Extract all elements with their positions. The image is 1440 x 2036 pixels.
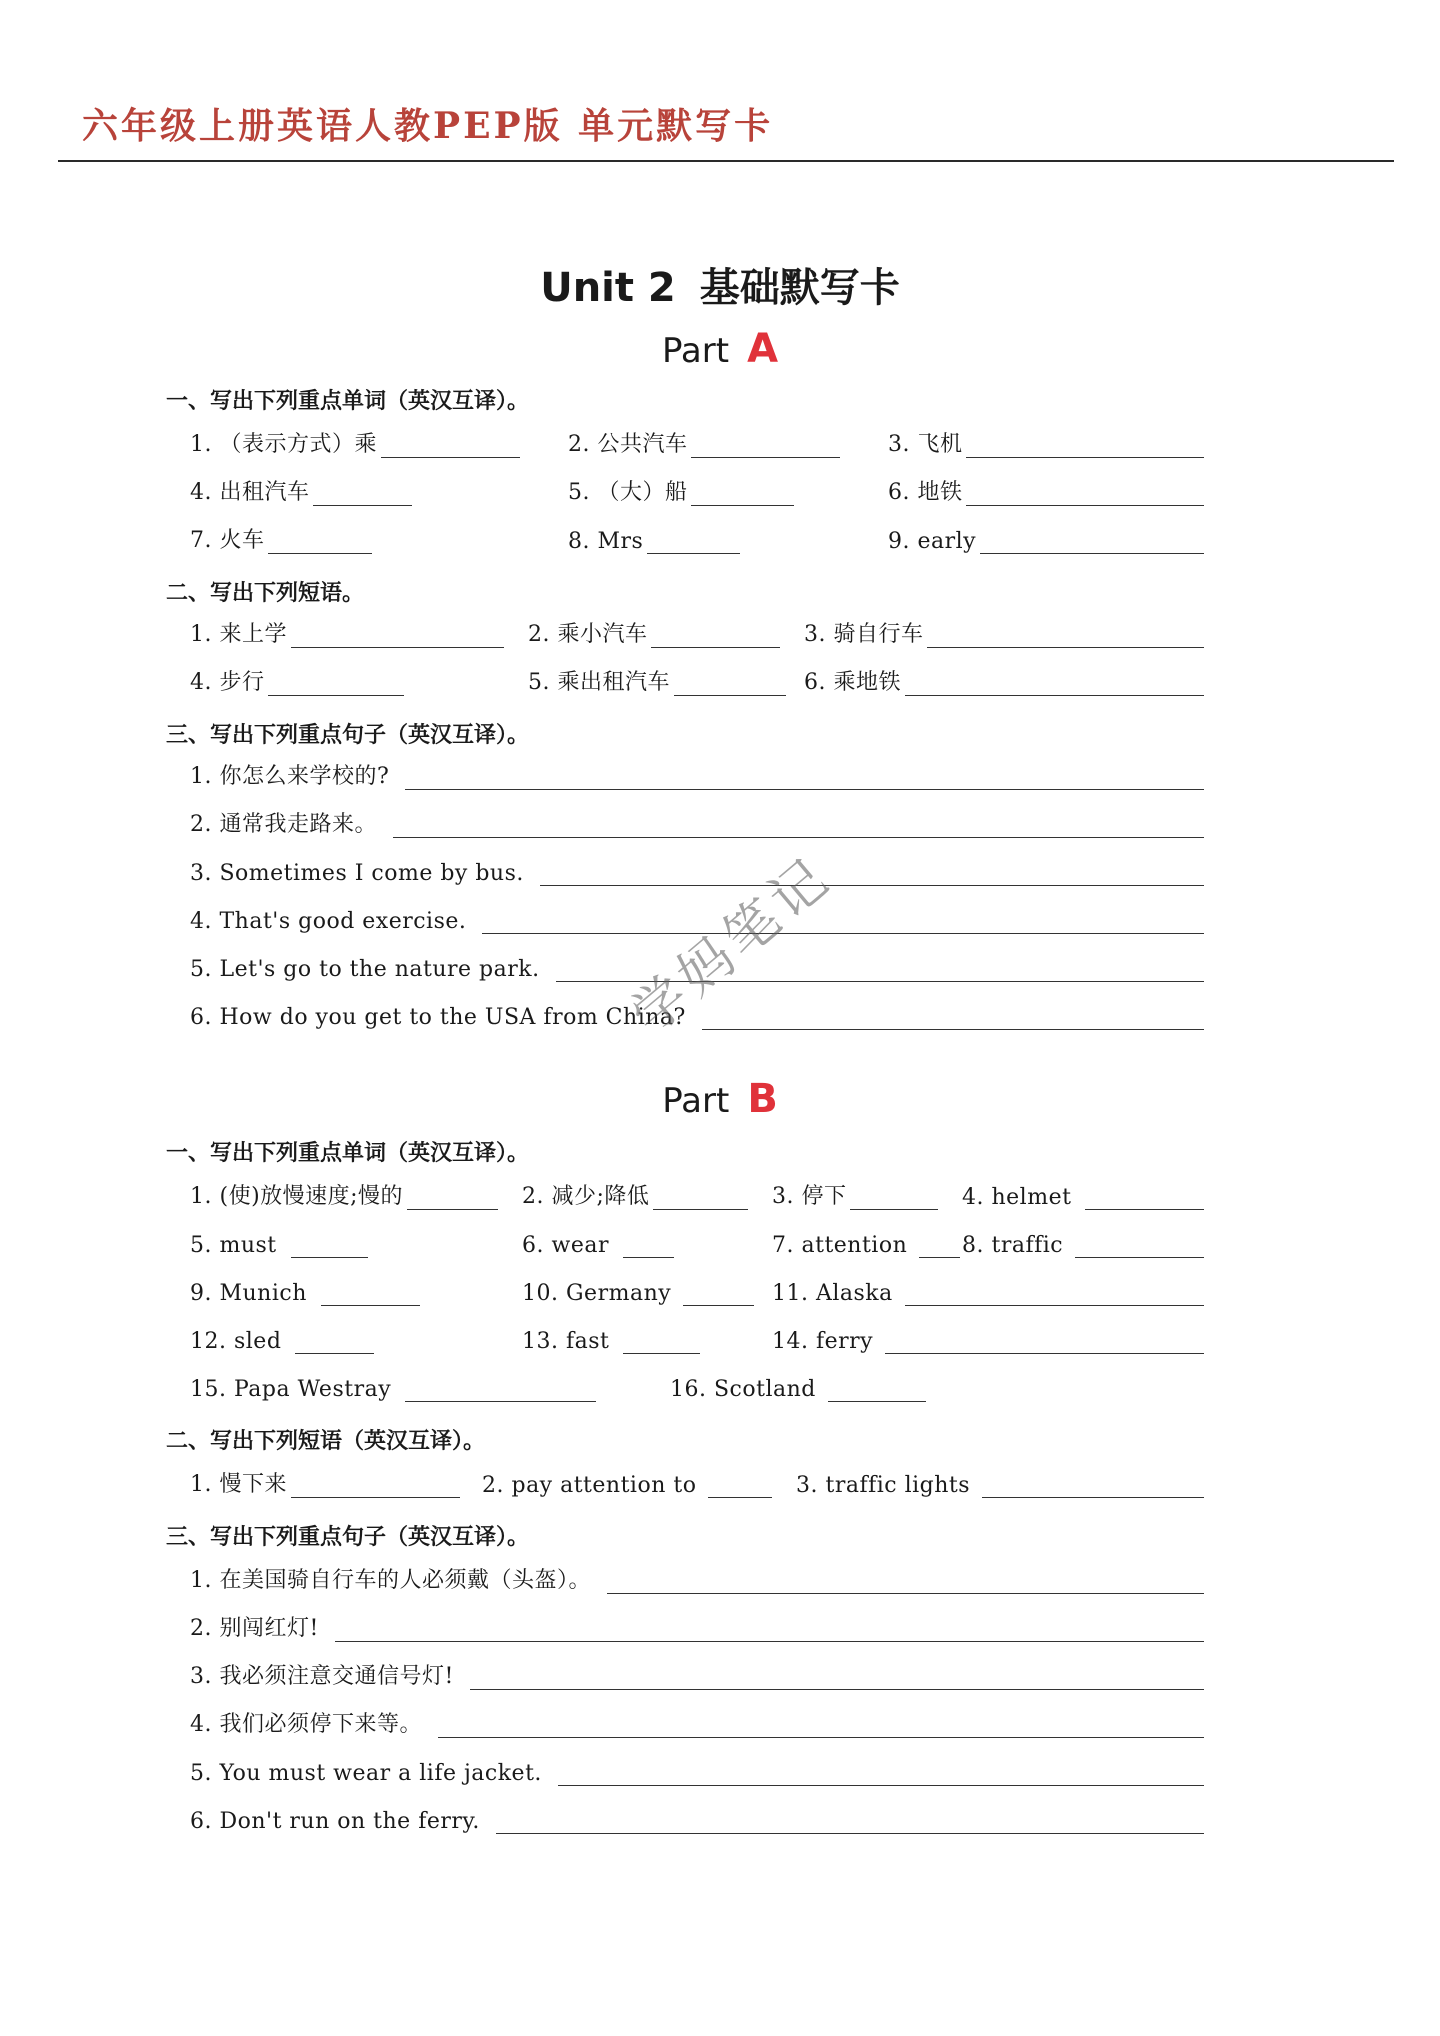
part-a-phrase-3: 3. 骑自行车 [804, 616, 1204, 652]
answer-blank[interactable] [313, 505, 412, 506]
part-b-word-6: 6. wear [522, 1226, 674, 1262]
part-a-word-9: 9. early [888, 522, 1204, 558]
part-b-word-13: 13. fast [522, 1322, 700, 1358]
answer-blank[interactable] [691, 505, 794, 506]
answer-blank[interactable] [268, 695, 404, 696]
answer-blank[interactable] [496, 1833, 1204, 1834]
part-a-sentence-3: 3. Sometimes I come by bus. [190, 854, 1204, 890]
answer-blank[interactable] [850, 1209, 938, 1210]
part-a-letter: A [747, 326, 779, 372]
answer-blank[interactable] [885, 1353, 1204, 1354]
part-a-sentence-1: 1. 你怎么来学校的? [190, 758, 1204, 794]
answer-blank[interactable] [966, 505, 1204, 506]
part-b-word-16: 16. Scotland [670, 1370, 926, 1406]
answer-blank[interactable] [405, 789, 1204, 790]
answer-blank[interactable] [381, 457, 520, 458]
answer-blank[interactable] [919, 1257, 960, 1258]
part-b-sentence-2: 2. 别闯红灯! [190, 1610, 1204, 1646]
part-b-word-15: 15. Papa Westray [190, 1370, 596, 1406]
answer-blank[interactable] [653, 1209, 748, 1210]
answer-blank[interactable] [702, 1029, 1204, 1030]
answer-blank[interactable] [291, 1497, 460, 1498]
answer-blank[interactable] [647, 553, 740, 554]
unit-number: Unit 2 [540, 265, 676, 311]
part-b-phrase-1: 1. 慢下来 [190, 1466, 460, 1502]
part-a-word-1: 1. （表示方式）乘 [190, 426, 520, 462]
part-a-phrase-2: 2. 乘小汽车 [528, 616, 780, 652]
answer-blank[interactable] [405, 1401, 596, 1402]
part-b-sentence-6: 6. Don't run on the ferry. [190, 1802, 1204, 1838]
part-b-word-2: 2. 减少;降低 [522, 1178, 748, 1214]
answer-blank[interactable] [558, 1785, 1204, 1786]
part-a-label: Part [661, 331, 730, 371]
part-a-phrase-6: 6. 乘地铁 [804, 664, 1204, 700]
part-b-word-12: 12. sled [190, 1322, 374, 1358]
answer-blank[interactable] [905, 695, 1204, 696]
part-b-word-9: 9. Munich [190, 1274, 420, 1310]
part-a-word-2: 2. 公共汽车 [568, 426, 840, 462]
answer-blank[interactable] [1085, 1209, 1204, 1210]
part-b-letter: B [747, 1076, 778, 1122]
part-b-sentence-3: 3. 我必须注意交通信号灯! [190, 1658, 1204, 1694]
part-b-word-3: 3. 停下 [772, 1178, 938, 1214]
answer-blank[interactable] [407, 1209, 498, 1210]
answer-blank[interactable] [927, 647, 1204, 648]
answer-blank[interactable] [291, 647, 504, 648]
part-a-word-4: 4. 出租汽车 [190, 474, 412, 510]
answer-blank[interactable] [691, 457, 840, 458]
answer-blank[interactable] [683, 1305, 754, 1306]
answer-blank[interactable] [607, 1593, 1204, 1594]
answer-blank[interactable] [982, 1497, 1204, 1498]
part-a-phrase-4: 4. 步行 [190, 664, 404, 700]
part-b-word-11: 11. Alaska [772, 1274, 1204, 1310]
answer-blank[interactable] [980, 553, 1204, 554]
part-a-section-2-heading: 二、写出下列短语。 [166, 581, 365, 606]
part-b-sentence-4: 4. 我们必须停下来等。 [190, 1706, 1204, 1742]
part-a-phrase-5: 5. 乘出租汽车 [528, 664, 786, 700]
part-b-word-14: 14. ferry [772, 1322, 1204, 1358]
part-a-sentence-5: 5. Let's go to the nature park. [190, 950, 1204, 986]
answer-blank[interactable] [905, 1305, 1204, 1306]
answer-blank[interactable] [651, 647, 780, 648]
answer-blank[interactable] [674, 695, 786, 696]
answer-blank[interactable] [623, 1257, 674, 1258]
answer-blank[interactable] [295, 1353, 374, 1354]
part-b-word-4: 4. helmet [962, 1178, 1204, 1214]
part-a-word-6: 6. 地铁 [888, 474, 1204, 510]
answer-blank[interactable] [268, 553, 372, 554]
answer-blank[interactable] [556, 981, 1204, 982]
part-b-phrase-3: 3. traffic lights [796, 1466, 1204, 1502]
answer-blank[interactable] [482, 933, 1204, 934]
answer-blank[interactable] [540, 885, 1204, 886]
part-a-section-3-heading: 三、写出下列重点句子（英汉互译）。 [166, 723, 530, 748]
part-a-title [0, 326, 1440, 372]
part-b-sentence-5: 5. You must wear a life jacket. [190, 1754, 1204, 1790]
part-b-word-8: 8. traffic [962, 1226, 1204, 1262]
unit-title [0, 256, 1440, 313]
header-divider [58, 160, 1394, 162]
part-b-title [0, 1076, 1440, 1122]
part-b-word-7: 7. attention [772, 1226, 960, 1262]
answer-blank[interactable] [708, 1497, 772, 1498]
worksheet-header-title: 六年级上册英语人教PEP版 单元默写卡 [82, 105, 774, 147]
part-a-sentence-2: 2. 通常我走路来。 [190, 806, 1204, 842]
part-b-section-3-heading: 三、写出下列重点句子（英汉互译）。 [166, 1525, 530, 1550]
answer-blank[interactable] [828, 1401, 926, 1402]
part-a-word-7: 7. 火车 [190, 522, 372, 558]
answer-blank[interactable] [966, 457, 1204, 458]
answer-blank[interactable] [393, 837, 1204, 838]
part-b-word-10: 10. Germany [522, 1274, 754, 1310]
part-a-sentence-4: 4. That's good exercise. [190, 902, 1204, 938]
watermark-text: 学妈笔记 [619, 844, 844, 1047]
part-b-word-5: 5. must [190, 1226, 368, 1262]
part-b-section-2-heading: 二、写出下列短语（英汉互译）。 [166, 1429, 486, 1454]
part-b-phrase-2: 2. pay attention to [482, 1466, 772, 1502]
answer-blank[interactable] [470, 1689, 1204, 1690]
part-a-section-1-heading: 一、写出下列重点单词（英汉互译）。 [166, 389, 530, 414]
part-b-label: Part [662, 1081, 730, 1121]
answer-blank[interactable] [335, 1641, 1204, 1642]
part-b-section-1-heading: 一、写出下列重点单词（英汉互译）。 [166, 1141, 530, 1166]
answer-blank[interactable] [321, 1305, 420, 1306]
answer-blank[interactable] [1075, 1257, 1204, 1258]
part-a-word-8: 8. Mrs [568, 522, 740, 558]
part-a-word-3: 3. 飞机 [888, 426, 1204, 462]
answer-blank[interactable] [291, 1257, 368, 1258]
unit-subtitle: 基础默写卡 [699, 265, 900, 311]
part-a-sentence-6: 6. How do you get to the USA from China? [190, 998, 1204, 1034]
part-a-word-5: 5. （大）船 [568, 474, 794, 510]
part-b-sentence-1: 1. 在美国骑自行车的人必须戴（头盔）。 [190, 1562, 1204, 1598]
answer-blank[interactable] [623, 1353, 700, 1354]
answer-blank[interactable] [438, 1737, 1204, 1738]
part-a-phrase-1: 1. 来上学 [190, 616, 504, 652]
part-b-word-1: 1. (使)放慢速度;慢的 [190, 1178, 498, 1214]
